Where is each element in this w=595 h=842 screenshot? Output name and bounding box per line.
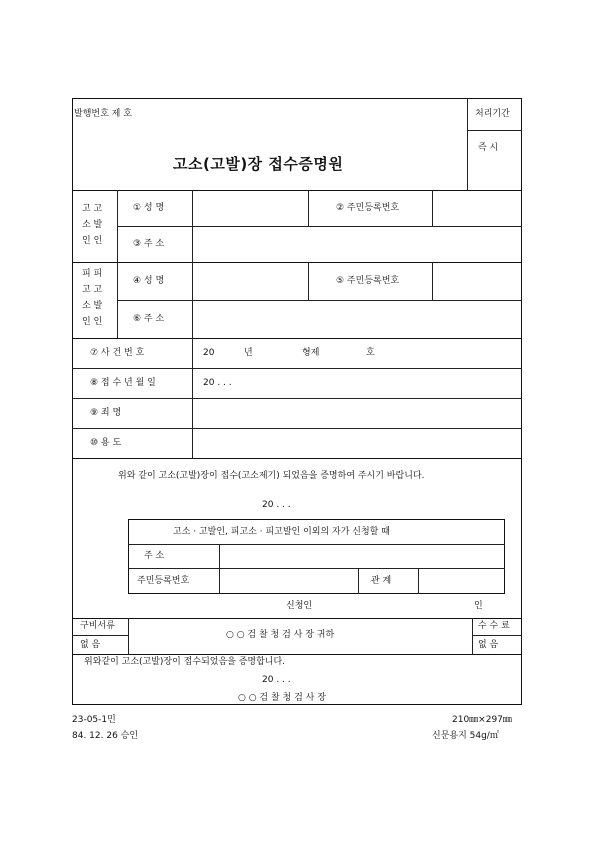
accused-group-label-2: 고 고 xyxy=(82,285,103,295)
certification-date: 20 . . . xyxy=(262,675,291,685)
purpose-label: ⑩ 용 도 xyxy=(90,438,122,448)
third-party-relation-label: 관 계 xyxy=(371,576,392,586)
complainant-group-label-3: 인 인 xyxy=(82,236,103,246)
case-number-unit: 호 xyxy=(366,348,375,358)
fee-value: 없 음 xyxy=(478,640,499,650)
id-divider xyxy=(308,262,309,300)
id-value-divider xyxy=(432,262,433,300)
docs-divider xyxy=(128,618,129,654)
case-number-year: 20 xyxy=(203,348,215,358)
row-rule xyxy=(72,398,522,399)
processing-period-label: 처리기간 xyxy=(475,109,510,119)
accused-group-label-4: 인 인 xyxy=(82,317,103,327)
relation-value-divider xyxy=(418,568,419,594)
row-rule xyxy=(117,226,522,227)
row-rule xyxy=(72,368,522,369)
charge-label: ⑨ 죄 명 xyxy=(90,408,122,418)
complainant-address-label: ③ 주 소 xyxy=(133,239,165,249)
accused-id-label: ⑤ 주민등록번호 xyxy=(336,276,400,286)
id-divider xyxy=(308,190,309,226)
section-rule xyxy=(72,458,522,459)
complainant-group-label-2: 소 발 xyxy=(82,220,103,230)
processing-period-rule xyxy=(467,130,522,131)
approval-date: 84. 12. 26 승인 xyxy=(72,731,139,741)
row-rule xyxy=(117,300,522,301)
complainant-id-label: ② 주민등록번호 xyxy=(336,203,400,213)
received-date-label: ⑧ 접 수 년 월 일 xyxy=(90,378,156,388)
applicant-label: 신청인 xyxy=(286,601,313,611)
row-rule xyxy=(72,428,522,429)
paper-size: 210㎜×297㎜ xyxy=(452,715,512,725)
fee-divider xyxy=(472,618,473,654)
section-rule xyxy=(72,654,522,655)
third-party-divider xyxy=(219,544,220,594)
complainant-name-label: ① 성 명 xyxy=(133,203,165,213)
processing-period-divider xyxy=(467,98,468,190)
accused-name-label: ④ 성 명 xyxy=(133,276,165,286)
third-party-address-label: 주 소 xyxy=(144,551,165,561)
paper-spec: 신문용지 54g/㎡ xyxy=(432,731,499,741)
required-docs-label: 구비서류 xyxy=(80,621,115,631)
third-party-rule xyxy=(128,544,505,545)
processing-period-value: 즉 시 xyxy=(478,143,499,153)
fee-rule xyxy=(472,635,522,636)
seal-label: 인 xyxy=(474,601,483,611)
third-party-header: 고소 · 고발인, 피고소 · 피고발인 이외의 자가 신청할 때 xyxy=(173,527,390,537)
third-party-id-label: 주민등록번호 xyxy=(137,576,190,586)
label-divider xyxy=(192,190,193,458)
section-rule xyxy=(72,262,522,263)
case-number-year-unit: 년 xyxy=(244,348,253,358)
section-rule xyxy=(72,338,522,339)
form-number: 23-05-1민 xyxy=(72,715,116,725)
third-party-rule xyxy=(128,568,505,569)
accused-address-label: ⑥ 주 소 xyxy=(133,314,165,324)
case-number-type: 형제 xyxy=(302,348,320,358)
accused-group-label-1: 피 피 xyxy=(82,269,103,279)
fee-label: 수 수 료 xyxy=(478,621,510,631)
id-value-divider xyxy=(432,190,433,226)
accused-group-label-3: 소 발 xyxy=(82,301,103,311)
section-rule xyxy=(72,190,522,191)
request-statement: 위와 같이 고소(고발)장이 접수(고소제기) 되었음을 증명하여 주시기 바랍니다. xyxy=(118,471,425,481)
received-date-value: 20 . . . xyxy=(203,378,232,388)
case-number-label: ⑦ 사 건 번 호 xyxy=(90,348,145,358)
relation-divider xyxy=(358,568,359,594)
section-rule xyxy=(72,618,522,619)
docs-rule xyxy=(72,635,128,636)
certification-issuer: ○ ○ 검 찰 청 검 사 장 xyxy=(238,693,326,703)
recipient-line: ○ ○ 검 찰 청 검 사 장 귀하 xyxy=(226,630,335,640)
form-title: 고소(고발)장 접수증명원 xyxy=(173,155,344,173)
request-date: 20 . . . xyxy=(262,500,291,510)
group-divider xyxy=(117,190,118,338)
complainant-group-label-1: 고 고 xyxy=(82,204,103,214)
issue-number-label: 발행번호 제 호 xyxy=(74,109,132,119)
required-docs-value: 없 음 xyxy=(80,640,101,650)
certification-statement: 위와같이 고소(고발)장이 접수되었음을 증명합니다. xyxy=(84,657,286,667)
